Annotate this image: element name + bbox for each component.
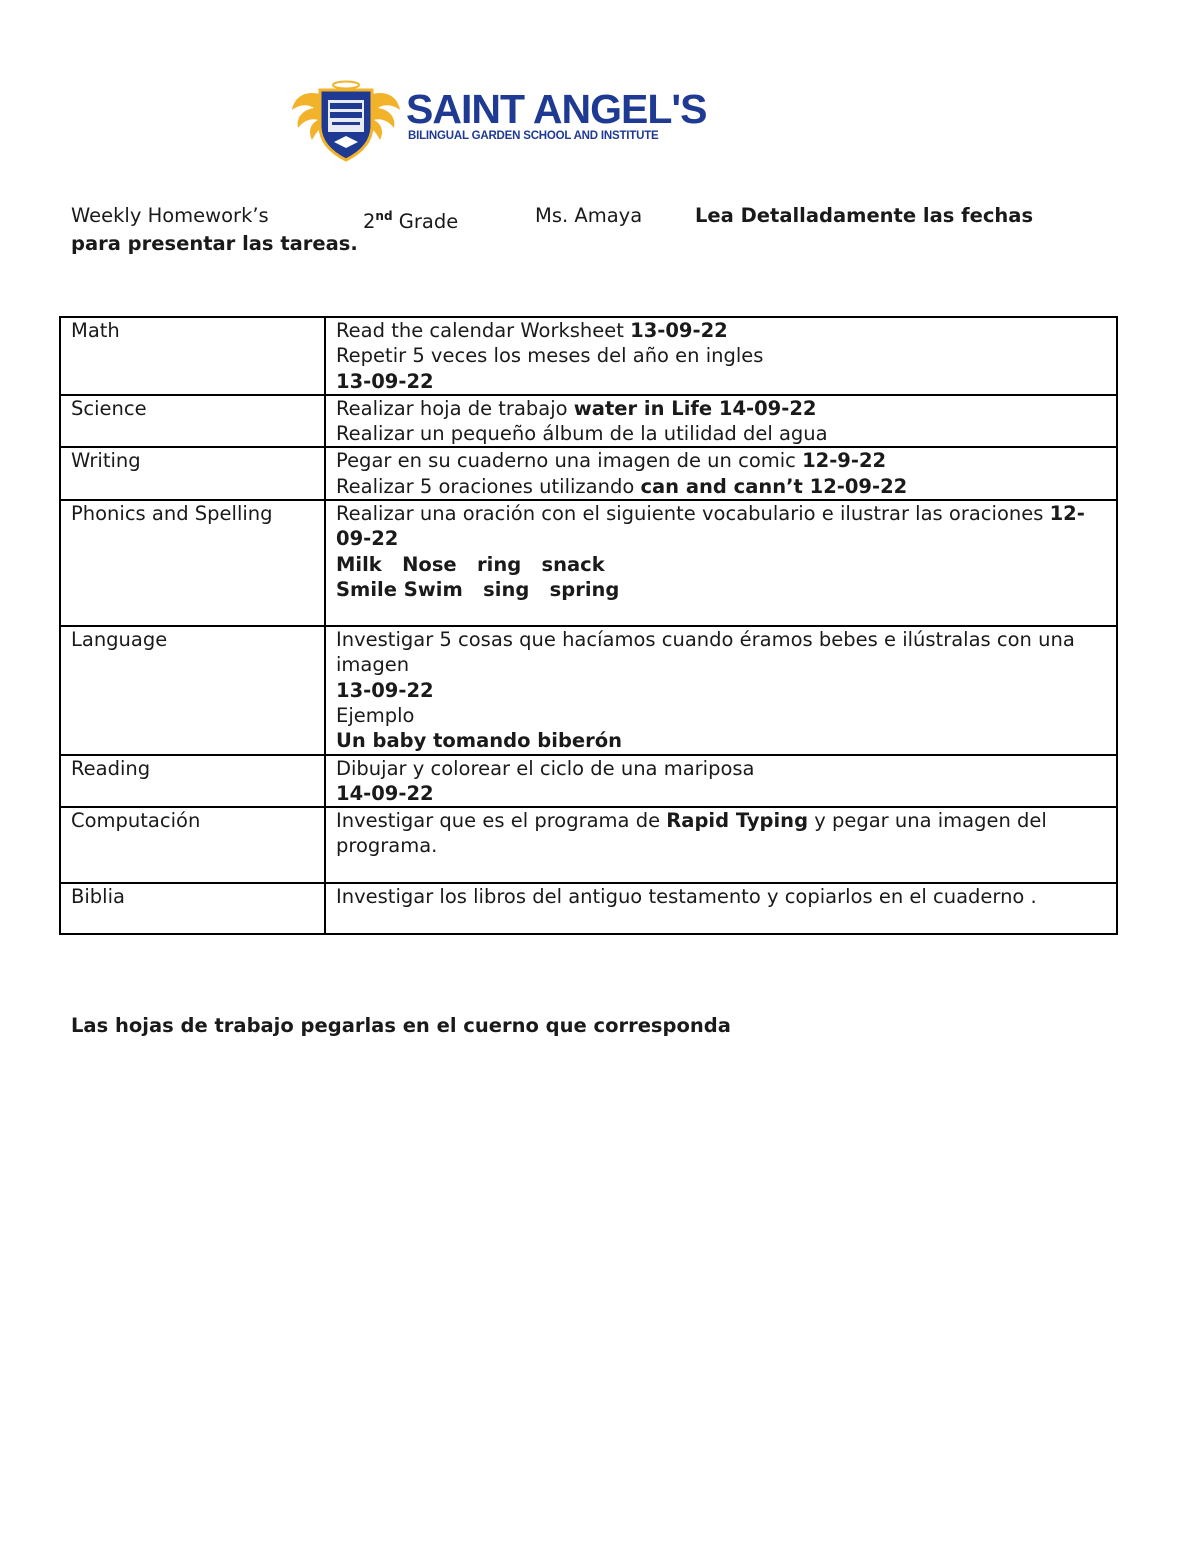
table-row	[60, 447, 1117, 500]
task-cell	[325, 500, 1117, 626]
page-title: Weekly Homework’s	[71, 204, 269, 227]
table-row	[60, 807, 1117, 883]
homework-table	[59, 316, 1118, 935]
task-text: Investigar 5 cosas que hacíamos cuando éramos bebes e ilústralas con una imagen	[336, 628, 1075, 677]
task-text: Investigar que es el programa de	[336, 809, 667, 833]
grade-word: Grade	[392, 210, 459, 233]
grade-number: 2	[363, 210, 376, 233]
task-highlight: can and cann’t 12-09-22	[640, 474, 908, 498]
footer-note: Las hojas de trabajo pegarlas en el cuerno que corresponda	[71, 1014, 731, 1037]
table-row	[60, 500, 1117, 626]
notice-line-1: Lea Detalladamente las fechas	[695, 204, 1034, 227]
task-text: Realizar hoja de trabajo	[336, 396, 574, 420]
task-highlight: Rapid Typing	[666, 809, 809, 833]
task-cell	[325, 447, 1117, 500]
table-row	[60, 626, 1117, 754]
task-text: y pegar una imagen del programa.	[336, 809, 1047, 858]
task-text: Ejemplo	[336, 703, 415, 727]
task-cell	[325, 395, 1117, 448]
subject-cell: Math	[60, 317, 325, 395]
table-row	[60, 755, 1117, 808]
grade-label	[363, 202, 458, 236]
task-text: Pegar en su cuaderno una imagen de un comic	[336, 449, 803, 473]
task-date: 12-09-22	[336, 502, 1085, 551]
subject-cell: Language	[60, 626, 325, 754]
grade-suffix: nd	[375, 209, 393, 223]
task-text: Repetir 5 veces los meses del año en ingles	[336, 344, 764, 368]
task-highlight: water in Life 14-09-22	[573, 396, 817, 420]
table-row	[60, 317, 1117, 395]
teacher-name: Ms. Amaya	[535, 204, 643, 227]
task-text: Dibujar y colorear el ciclo de una mariposa	[336, 756, 755, 780]
subject-cell: Computación	[60, 807, 325, 883]
logo-tagline: BILINGUAL GARDEN SCHOOL AND INSTITUTE	[408, 130, 659, 142]
task-cell	[325, 626, 1117, 754]
task-text: Realizar un pequeño álbum de la utilidad del agua	[336, 422, 828, 446]
table-row	[60, 883, 1117, 934]
task-text: Read the calendar Worksheet	[336, 319, 631, 342]
task-cell	[325, 755, 1117, 808]
subject-cell: Writing	[60, 447, 325, 500]
task-cell	[325, 807, 1117, 883]
school-logo	[290, 76, 707, 166]
subject-cell: Reading	[60, 755, 325, 808]
task-date: 13-09-22	[336, 678, 434, 702]
task-text: Realizar 5 oraciones utilizando	[336, 474, 641, 498]
notice-line-2: para presentar las tareas.	[71, 232, 358, 255]
task-date: 13-09-22	[630, 319, 728, 342]
task-text: Realizar una oración con el siguiente vocabulario e ilustrar las oraciones	[336, 502, 1050, 526]
task-date: 14-09-22	[336, 781, 434, 805]
subject-cell: Biblia	[60, 883, 325, 934]
task-cell	[325, 317, 1117, 395]
task-date: 13-09-22	[336, 369, 434, 393]
task-cell	[325, 883, 1117, 934]
vocabulary-words: Milk Nose ring snack	[336, 552, 605, 576]
logo-name: SAINT ANGEL'S	[406, 86, 707, 132]
crest-icon	[290, 76, 402, 162]
task-date: 12-9-22	[802, 449, 887, 473]
vocabulary-words: Smile Swim sing spring	[336, 577, 620, 601]
subject-cell: Science	[60, 395, 325, 448]
table-row	[60, 395, 1117, 448]
subject-cell: Phonics and Spelling	[60, 500, 325, 626]
task-text: Investigar los libros del antiguo testamento y copiarlos en el cuaderno .	[336, 885, 1037, 909]
task-highlight: Un baby tomando biberón	[336, 729, 623, 753]
